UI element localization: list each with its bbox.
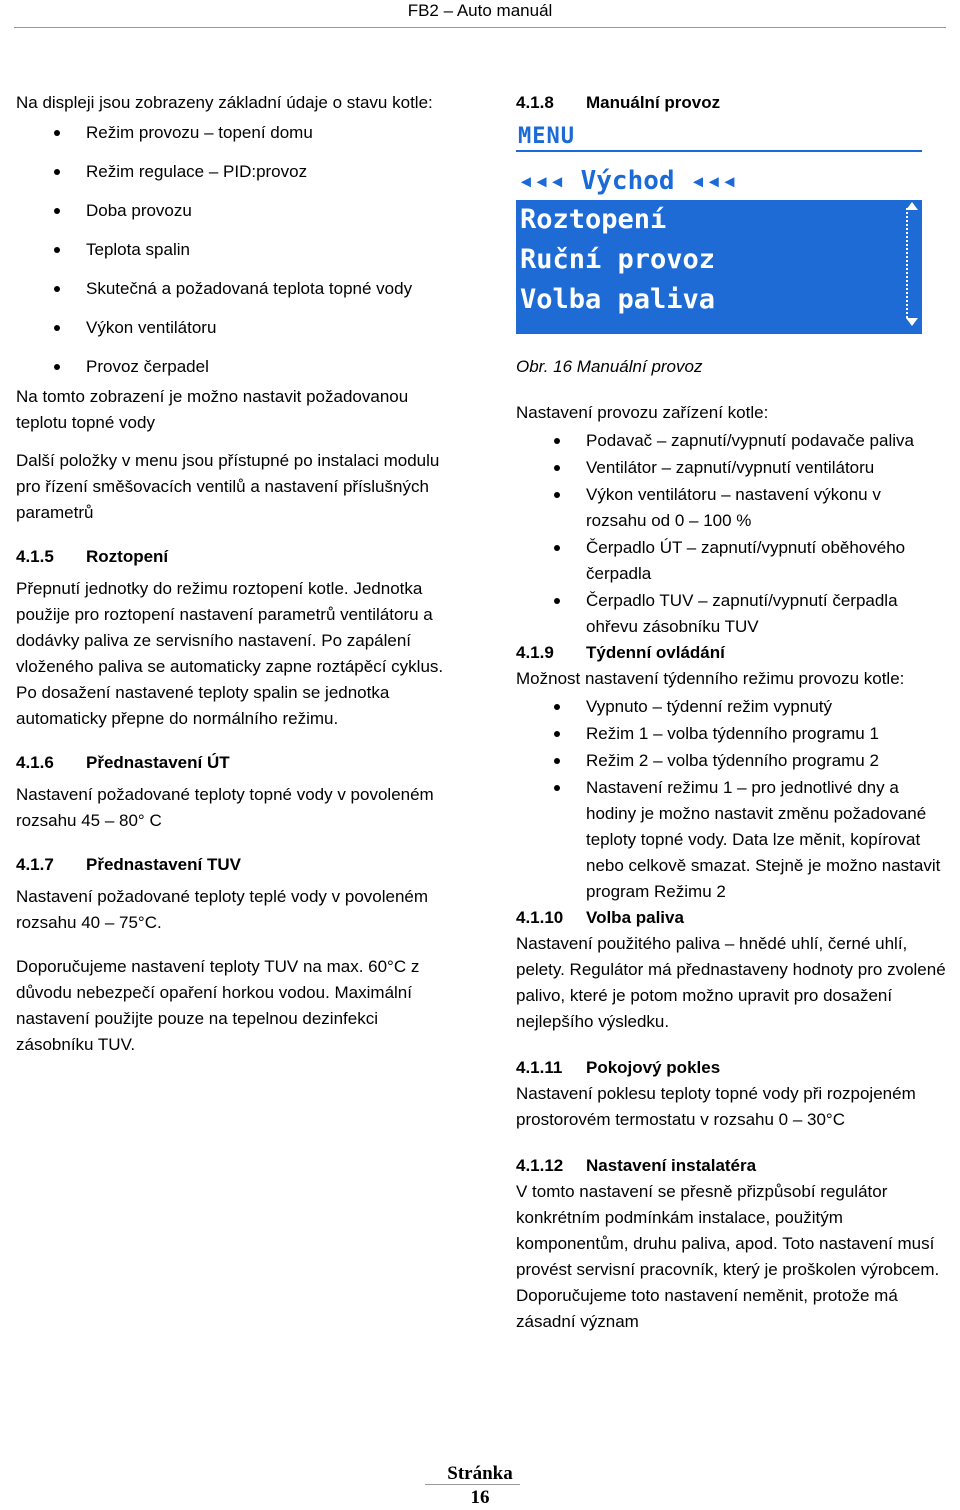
lcd-scrollbar — [906, 208, 914, 318]
list-item: Teplota spalin — [16, 237, 456, 263]
status-list — [16, 120, 456, 380]
menu-note: Další položky v menu jsou přístupné po instalaci modulu pro řízení směšovacích ventilů a nastavení příslušných parametrů — [16, 451, 440, 522]
section-heading: 4.1.11 Pokojový pokles — [516, 1058, 721, 1077]
bullet-icon — [554, 785, 560, 791]
bullet-icon — [54, 364, 60, 370]
lcd-underline — [516, 150, 922, 152]
footer-divider — [425, 1484, 520, 1485]
page-footer — [0, 1462, 960, 1510]
bullet-icon — [54, 325, 60, 331]
list-item: Vypnuto – týdenní režim vypnutý — [516, 694, 946, 720]
bullet-icon — [554, 704, 560, 710]
lcd-menu-label: MENU — [518, 124, 575, 149]
section-heading: 4.1.5 Roztopení — [16, 547, 169, 566]
list-item: Podavač – zapnutí/vypnutí podavače paliva — [516, 428, 946, 454]
bullet-icon — [54, 247, 60, 253]
list-item: Režim regulace – PID:provoz — [16, 159, 456, 185]
section-heading: 4.1.9 Týdenní ovládání — [516, 643, 725, 662]
lcd-menu-bar — [516, 124, 922, 154]
bullet-icon — [54, 208, 60, 214]
figure-caption: Obr. 16 Manuální provoz — [516, 357, 703, 376]
list-item: Nastavení režimu 1 – pro jednotlivé dny a hodiny je možno nastavit změnu požadované teploty topné vody. Data lze měnit, kopírovat nebo celkově smazat. Stejně je možno nastavit program Režimu 2 — [516, 775, 946, 905]
section-text: V tomto nastavení se přesně přizpůsobí regulátor konkrétním podmínkám instalace, použitým komponentům, druhu paliva, apod. Toto nastavení musí provést servisní pracovník, který je proškolen výrobcem. Doporučujeme toto nastavení neměnit, protože má zásadní význam — [516, 1182, 940, 1331]
header-divider — [14, 27, 946, 28]
footer-label: Stránka — [447, 1463, 513, 1484]
right-column — [516, 90, 946, 1335]
list-item: Čerpadlo TUV – zapnutí/vypnutí čerpadla ohřevu zásobníku TUV — [516, 588, 946, 640]
bullet-icon — [554, 758, 560, 764]
list-item: Čerpadlo ÚT – zapnutí/vypnutí oběhového čerpadla — [516, 535, 946, 587]
section-text: Nastavení požadované teploty teplé vody v povoleném rozsahu 40 – 75°C. — [16, 887, 429, 932]
list-item: Ventilátor – zapnutí/vypnutí ventilátoru — [516, 455, 946, 481]
manual-intro: Nastavení provozu zařízení kotle: — [516, 403, 769, 422]
section-text: Přepnutí jednotky do režimu roztopení kotle. Jednotka použije pro roztopení nastavení parametrů ventilátoru a dodávky paliva ze servisního nastavení. Po zapálení vloženého paliva se automaticky zapne roztápěcí cyklus. Po dosažení nastavené teploty spalin se jednotka automaticky přepne do normálního režimu. — [16, 579, 444, 728]
list-item: Skutečná a požadovaná teplota topné vody — [16, 276, 456, 302]
lcd-title: ◂◂◂ Východ ◂◂◂ — [518, 166, 738, 196]
list-item: Režim 2 – volba týdenního programu 2 — [516, 748, 946, 774]
lcd-menu-figure — [516, 124, 922, 334]
section-heading: 4.1.8 Manuální provoz — [516, 93, 721, 112]
intro-text: Na displeji jsou zobrazeny základní údaje o stavu kotle: — [16, 93, 433, 112]
page-header — [0, 0, 960, 26]
bullet-icon — [554, 465, 560, 471]
left-column — [16, 90, 456, 1058]
section-text: Doporučujeme nastavení teploty TUV na max. 60°C z důvodu nebezpečí opaření horkou vodou. Maximální nastavení použijte pouze na tepelnou dezinfekci zásobníku TUV. — [16, 957, 420, 1054]
bullet-icon — [54, 286, 60, 292]
bullet-icon — [54, 130, 60, 136]
section-heading: 4.1.6 Přednastavení ÚT — [16, 753, 230, 772]
section-text: Nastavení požadované teploty topné vody v povoleném rozsahu 45 – 80° C — [16, 785, 434, 830]
bullet-icon — [554, 731, 560, 737]
header-title: FB2 – Auto manuál — [407, 1, 553, 20]
scroll-down-icon — [906, 318, 918, 326]
bullet-icon — [554, 545, 560, 551]
list-item: Režim provozu – topení domu — [16, 120, 456, 146]
section-text: Možnost nastavení týdenního režimu provozu kotle: — [516, 669, 905, 688]
bullet-icon — [54, 169, 60, 175]
bullet-icon — [554, 492, 560, 498]
list-item: Doba provozu — [16, 198, 456, 224]
lcd-screen — [516, 162, 922, 334]
lcd-item: Roztopení — [520, 204, 667, 235]
week-list — [516, 694, 946, 905]
page-number: 16 — [470, 1487, 490, 1508]
section-heading: 4.1.7 Přednastavení TUV — [16, 855, 241, 874]
manual-list — [516, 428, 946, 640]
list-item: Výkon ventilátoru – nastavení výkonu v rozsahu od 0 – 100 % — [516, 482, 946, 534]
section-text: Nastavení použitého paliva – hnědé uhlí, černé uhlí, pelety. Regulátor má přednastaveny hodnoty pro zvolené palivo, které je potom možno upravit pro dosažení nejlepšího výsledku. — [516, 934, 946, 1031]
setting-note: Na tomto zobrazení je možno nastavit požadovanou teplotu topné vody — [16, 387, 409, 432]
bullet-icon — [554, 598, 560, 604]
lcd-item: Volba paliva — [520, 284, 716, 315]
list-item: Výkon ventilátoru — [16, 315, 456, 341]
section-heading: 4.1.10 Volba paliva — [516, 908, 684, 927]
section-heading: 4.1.12 Nastavení instalatéra — [516, 1156, 757, 1175]
list-item: Režim 1 – volba týdenního programu 1 — [516, 721, 946, 747]
lcd-selected-row — [516, 162, 922, 200]
list-item: Provoz čerpadel — [16, 354, 456, 380]
section-text: Nastavení poklesu teploty topné vody při rozpojeném prostorovém termostatu v rozsahu 0 – 30°C — [516, 1084, 916, 1129]
lcd-item: Ruční provoz — [520, 244, 716, 275]
bullet-icon — [554, 438, 560, 444]
